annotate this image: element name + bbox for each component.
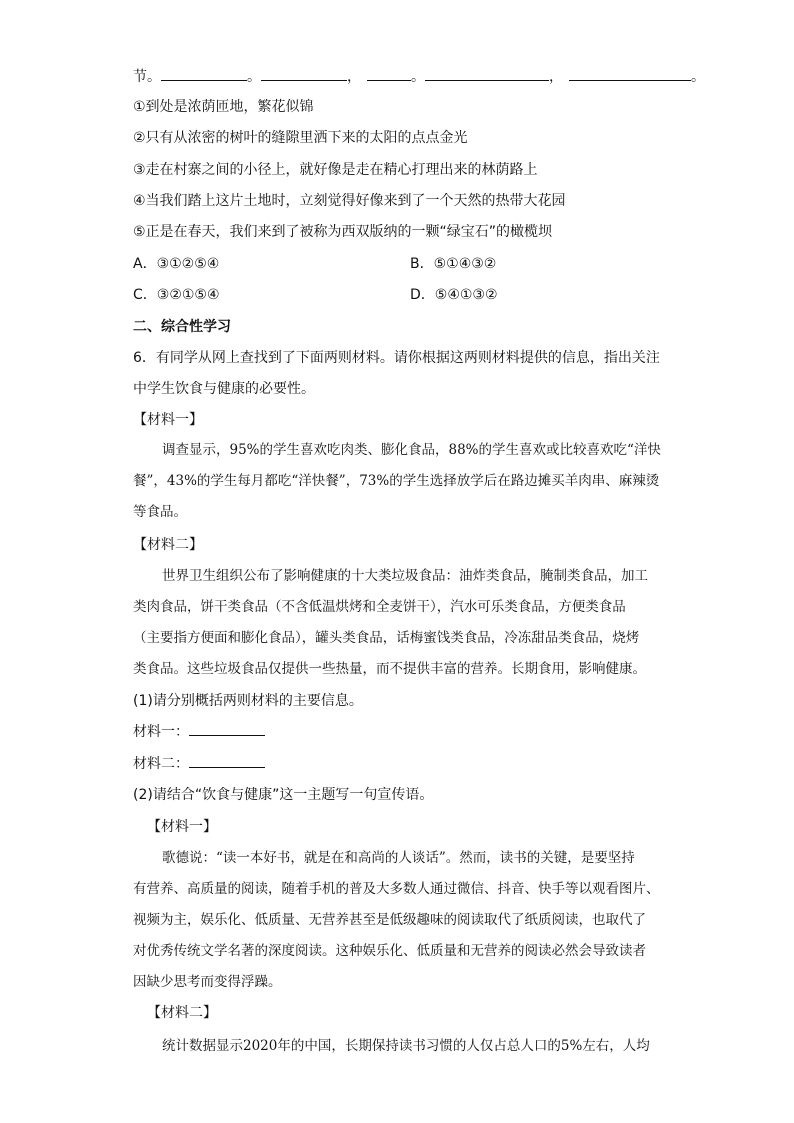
answer-blank-1[interactable]: [161, 67, 247, 81]
fill-prefix: 节。: [133, 69, 161, 85]
reading-text-line: 视频为主，娱乐化、低质量、无营养甚至是低级趣味的阅读取代了纸质阅读，也取代了: [133, 912, 646, 928]
answer-blank-5[interactable]: [569, 67, 691, 81]
option-c[interactable]: C．③②①⑤④: [133, 287, 220, 303]
sub-question-2: (2)请结合“饮食与健康”这一主题写一句宣传语。: [133, 787, 434, 803]
answer-line-1: [133, 722, 265, 742]
material-1-label-2: 【材料一】: [147, 819, 217, 835]
answer-blank-material-1[interactable]: [189, 722, 265, 736]
material-2-text-line: 世界卫生组织公布了影响健康的十大类垃圾食品：油炸类食品，腌制类食品，加工: [162, 568, 648, 584]
answer-blank-2[interactable]: [261, 67, 347, 81]
answer-label-2: 材料二：: [133, 756, 189, 772]
option-b[interactable]: B．⑤①④③②: [410, 256, 497, 272]
material-1-text-line: 等食品。: [133, 504, 187, 520]
statistics-text-line: 统计数据显示2020年的中国，长期保持读书习惯的人仅占总人口的5%左右，人均: [162, 1038, 650, 1054]
material-2-label: 【材料二】: [133, 537, 203, 553]
answer-label-1: 材料一：: [133, 724, 189, 740]
fill-blank-line: [133, 67, 705, 87]
reading-text-line: 对优秀传统文学名著的深度阅读。这种娱乐化、低质量和无营养的阅读必然会导致读者: [133, 943, 646, 959]
question-6-line-1: 6．有同学从网上查找到了下面两则材料。请你根据这两则材料提供的信息，指出关注: [133, 350, 660, 366]
punct: 。: [247, 69, 261, 85]
sentence-1: ①到处是浓荫匝地，繁花似锦: [133, 99, 314, 115]
material-1-text-line: 调查显示，95%的学生喜欢吃肉类、膨化食品，88%的学生喜欢或比较喜欢吃“洋快: [162, 442, 661, 458]
option-d[interactable]: D．⑤④①③②: [410, 287, 498, 303]
answer-line-2: [133, 754, 265, 774]
material-2-text-line: 类肉食品，饼干类食品（不含低温烘烤和全麦饼干），汽水可乐类食品，方便类食品: [133, 599, 626, 615]
material-2-text-line: （主要指方便面和膨化食品），罐头类食品，话梅蜜饯类食品，冷冻甜品类食品，烧烤: [133, 630, 640, 646]
sentence-3: ③走在村寨之间的小径上，就好像是走在精心打理出来的林荫路上: [133, 162, 538, 178]
reading-text-line: 有营养、高质量的阅读，随着手机的普及大多数人通过微信、抖音、快手等以观看图片、: [133, 881, 660, 897]
reading-text-line: 歌德说：“读一本好书，就是在和高尚的人谈话”。然而，读书的关键，是要坚持: [162, 850, 635, 866]
punct: 。: [691, 69, 705, 85]
answer-blank-3[interactable]: [367, 67, 411, 81]
material-2-label-2: 【材料二】: [147, 1005, 217, 1021]
answer-blank-material-2[interactable]: [189, 754, 265, 768]
punct: 。: [411, 69, 425, 85]
punct: ，: [549, 69, 563, 85]
sentence-5: ⑤正是在春天，我们来到了被称为西双版纳的一颗“绿宝石”的橄榄坝: [133, 224, 553, 240]
question-6-line-2: 中学生饮食与健康的必要性。: [133, 381, 315, 397]
material-1-label: 【材料一】: [133, 412, 203, 428]
sentence-4: ④当我们踏上这片土地时，立刻觉得好像来到了一个天然的热带大花园: [133, 193, 566, 209]
material-1-text-line: 餐”，43%的学生每月都吃“洋快餐”，73%的学生选择放学后在路边摊买羊肉串、麻辣烫: [133, 473, 660, 489]
material-2-text-line: 类食品。这些垃圾食品仅提供一些热量，而不提供丰富的营养。长期食用，影响健康。: [133, 661, 646, 677]
option-a[interactable]: A．③①②⑤④: [133, 256, 220, 272]
punct: ，: [347, 69, 361, 85]
section-heading: 二、综合性学习: [133, 319, 231, 335]
reading-text-line: 因缺少思考而变得浮躁。: [133, 974, 282, 990]
sub-question-1: (1)请分别概括两则材料的主要信息。: [133, 693, 363, 709]
answer-blank-4[interactable]: [425, 67, 549, 81]
sentence-2: ②只有从浓密的树叶的缝隙里洒下来的太阳的点点金光: [133, 130, 468, 146]
